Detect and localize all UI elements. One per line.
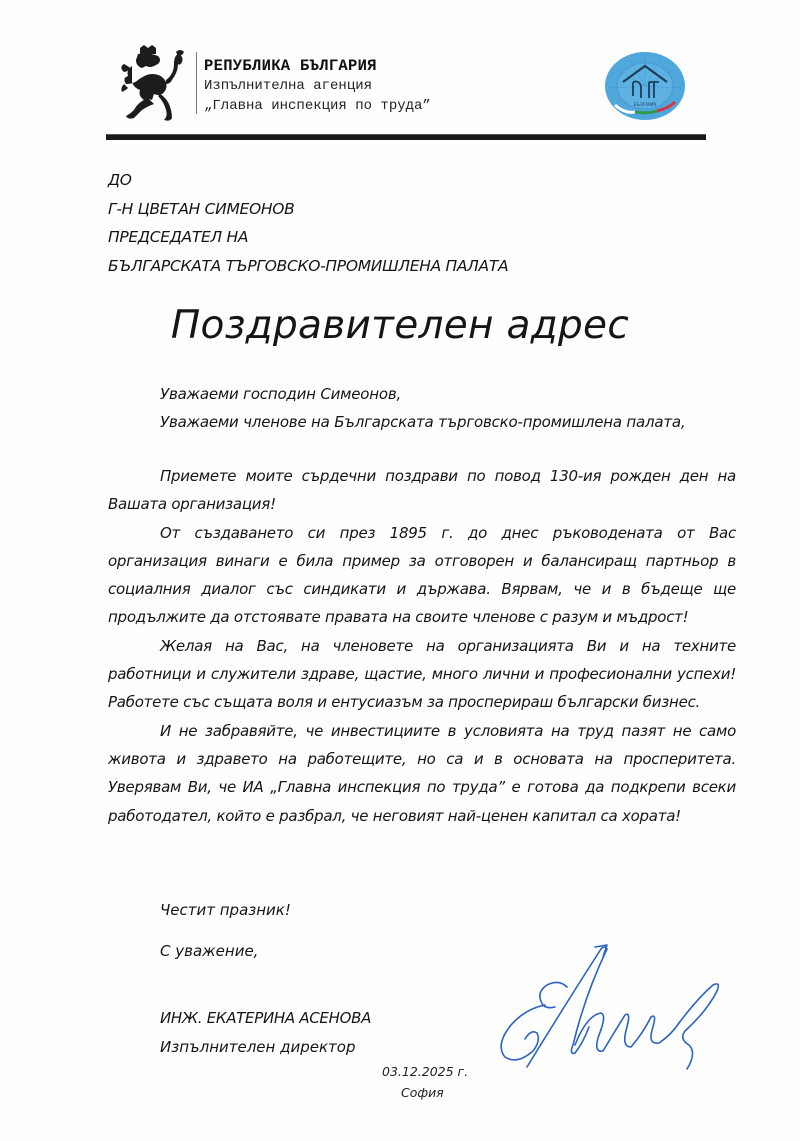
body-paragraph: Желая на Вас, на членовете на организацията Ви и на техните работници и служители здраве, щастие, много лични и професионални успехи! Работете със същата воля и ентусиазъм за просперираш български бизнес. [108, 636, 736, 712]
signer-title: Изпълнителен директор [160, 1038, 356, 1056]
document-title: Поздравителен адрес [170, 303, 630, 348]
addressee-organization: БЪЛГАРСКАТА ТЪРГОВСКО-ПРОМИШЛЕНА ПАЛАТА [108, 256, 509, 275]
document-city: София [401, 1085, 444, 1100]
addressee-block [108, 166, 508, 280]
document-date: 03.12.2025 г. [382, 1064, 469, 1079]
closing-greeting: Честит празник! [160, 901, 291, 919]
letterhead-rule [106, 134, 706, 140]
closing-regards: С уважение, [160, 942, 259, 960]
addressee-to: ДО [108, 171, 132, 189]
handwritten-signature [475, 935, 725, 1075]
gli-agency-seal-logo [603, 50, 687, 122]
country-name: РЕПУБЛИКА БЪЛГАРИЯ [204, 57, 377, 75]
body-paragraph: Приемете моите сърдечни поздрави по повод 130-ия рожден ден на Вашата организация! [108, 467, 736, 514]
addressee-position: ПРЕДСЕДАТЕЛ НА [108, 228, 249, 246]
signer-name: ИНЖ. ЕКАТЕРИНА АСЕНОВА [160, 1009, 372, 1027]
letterhead [204, 56, 431, 116]
agency-line-2: „Главна инспекция по труда” [204, 98, 431, 114]
salutation-line-1: Уважаеми господин Симеонов, [160, 385, 402, 403]
addressee-name: Г-Н ЦВЕТАН СИМЕОНОВ [108, 199, 295, 218]
body-paragraph: От създаването си през 1895 г. до днес ръководената от Вас организация винаги е била пример за отговорен и балансиращ партньор в социалния диалог със синдикати и държава. Вярвам, че и в бъдеще ще продължите да отстоявате правата на своите членове с разум и мъдрост! [108, 523, 736, 627]
svg-text:БЪЛГАРИЯ: БЪЛГАРИЯ [633, 102, 657, 107]
header-vertical-divider [196, 52, 197, 114]
salutation-line-2: Уважаеми членове на Българската търговско-промишлена палата, [160, 413, 686, 431]
salutation-block [160, 380, 685, 436]
body-paragraph: И не забравяйте, че инвестициите в условията на труд пазят не само живота и здравето на работещите, но са и в основата на просперитета. Уверявам Ви, че ИА „Главна инспекция по труда” е готова да подкрепи всеки работодател, който е разбрал, че неговият най-ценен капитал са хората! [108, 721, 736, 825]
letter-body [108, 462, 736, 830]
lion-coat-of-arms-icon [118, 44, 190, 124]
agency-line-1: Изпълнителна агенция [204, 78, 373, 94]
